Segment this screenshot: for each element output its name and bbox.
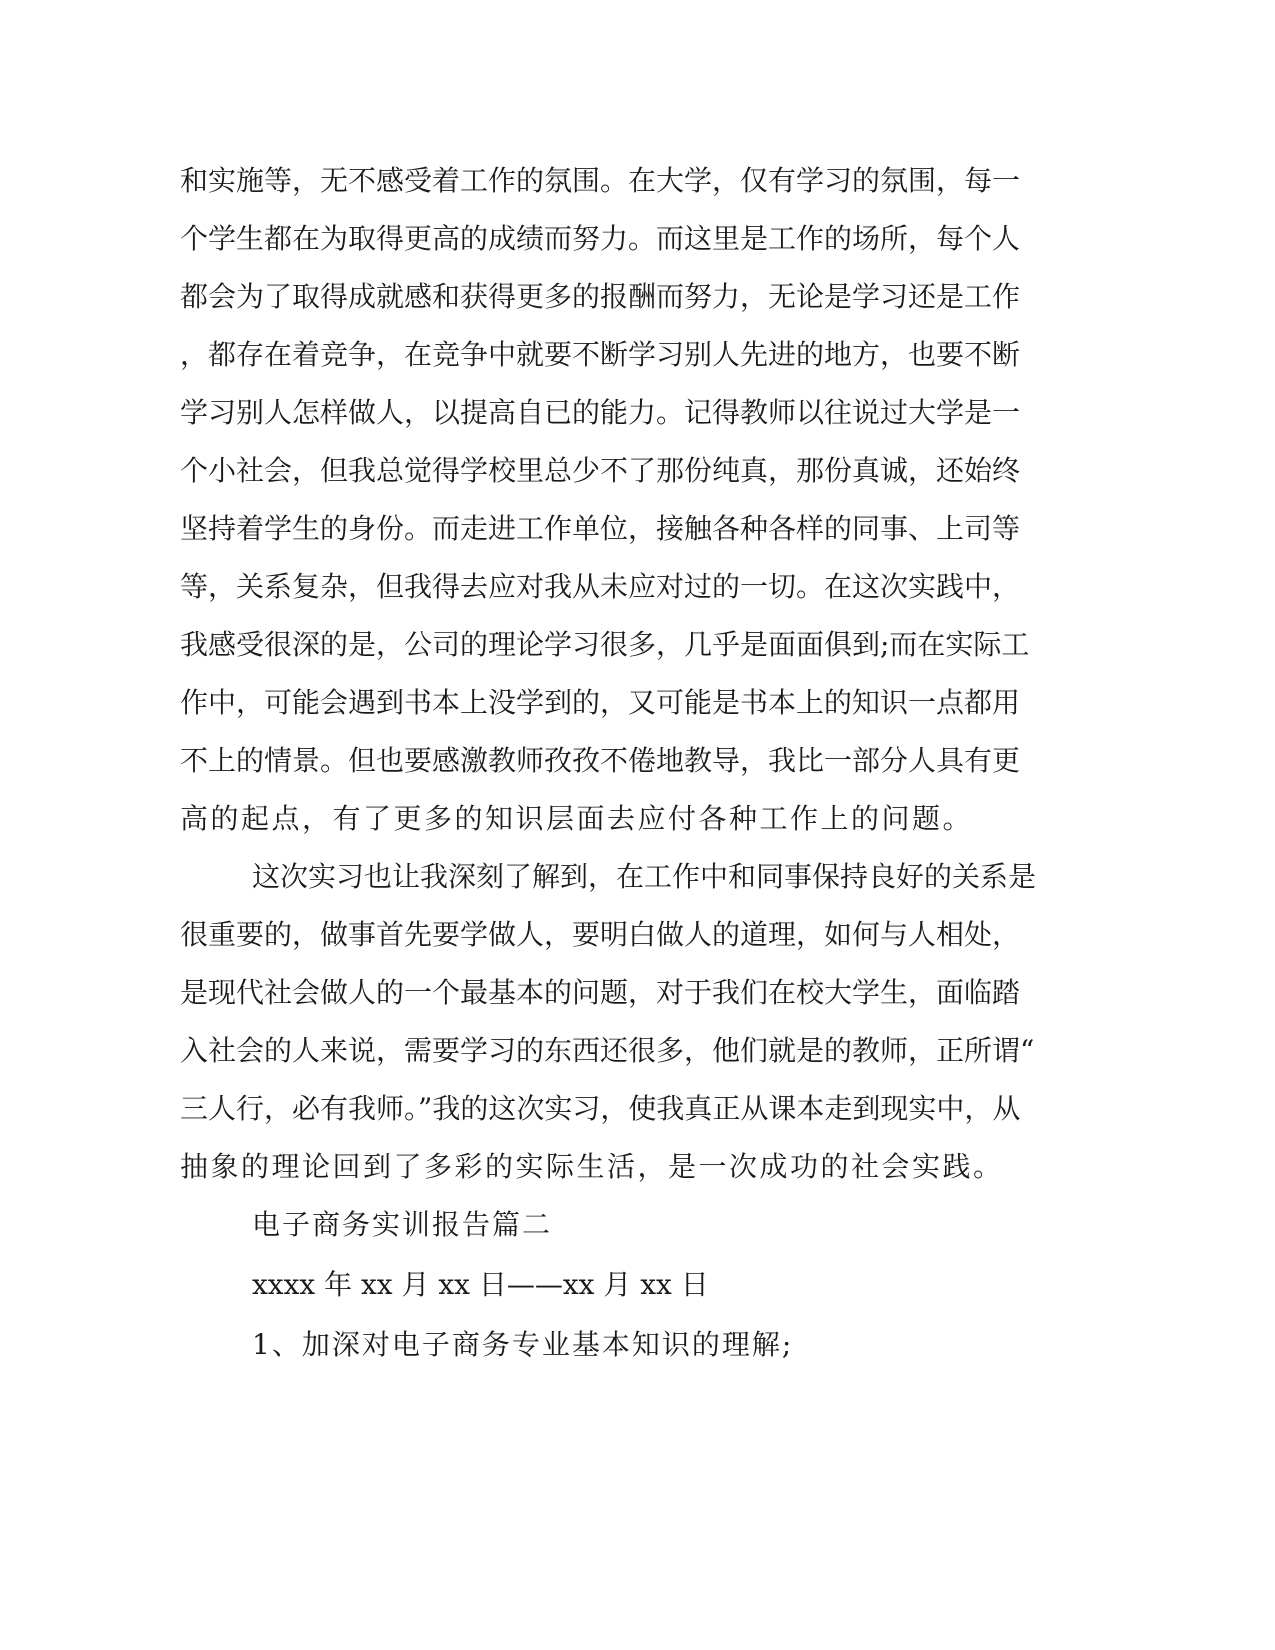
paragraph-1-line: 高的起点，有了更多的知识层面去应付各种工作上的问题。 [180,802,974,835]
list-item: 1、加深对电子商务专业基本知识的理解; [252,1328,794,1361]
paragraph-2-line: 是现代社会做人的一个最基本的问题，对于我们在校大学生，面临踏 [180,976,1021,1009]
paragraph-2-line: 这次实习也让我深刻了解到，在工作中和同事保持良好的关系是 [252,860,1037,893]
paragraph-1-line: 坚持着学生的身份。而走进工作单位，接触各种各样的同事、上司等 [180,512,1021,545]
paragraph-2-line: 抽象的理论回到了多彩的实际生活，是一次成功的社会实践。 [180,1150,1004,1183]
paragraph-1-line: 不上的情景。但也要感激教师孜孜不倦地教导，我比一部分人具有更 [180,744,1021,777]
date-range: xxxx 年 xx 月 xx 日——xx 月 xx 日 [252,1268,709,1301]
paragraph-1-line: 和实施等，无不感受着工作的氛围。在大学，仅有学习的氛围，每一 [180,164,1021,197]
paragraph-1-line: 学习别人怎样做人，以提高自已的能力。记得教师以往说过大学是一 [180,396,1021,429]
paragraph-1-line: 个小社会，但我总觉得学校里总少不了那份纯真，那份真诚，还始终 [180,454,1021,487]
paragraph-1-line: 个学生都在为取得更高的成绩而努力。而这里是工作的场所，每个人 [180,222,1021,255]
section-title: 电子商务实训报告篇二 [252,1208,553,1241]
paragraph-2-line: 很重要的，做事首先要学做人，要明白做人的道理，如何与人相处， [180,918,1021,951]
paragraph-1-line: 都会为了取得成就感和获得更多的报酬而努力，无论是学习还是工作 [180,280,1021,313]
paragraph-2-line: 三人行，必有我师。”我的这次实习，使我真正从课本走到现实中，从 [180,1092,1021,1125]
paragraph-1-line: ，都存在着竞争，在竞争中就要不断学习别人先进的地方，也要不断 [180,338,1021,371]
paragraph-2-line: 入社会的人来说，需要学习的东西还很多，他们就是的教师，正所谓“ [180,1034,1035,1067]
paragraph-1-line: 等，关系复杂，但我得去应对我从未应对过的一切。在这次实践中， [180,570,1021,603]
paragraph-1-line: 我感受很深的是，公司的理论学习很多，几乎是面面俱到;而在实际工 [180,628,1030,661]
paragraph-1-line: 作中，可能会遇到书本上没学到的，又可能是书本上的知识一点都用 [180,686,1021,719]
